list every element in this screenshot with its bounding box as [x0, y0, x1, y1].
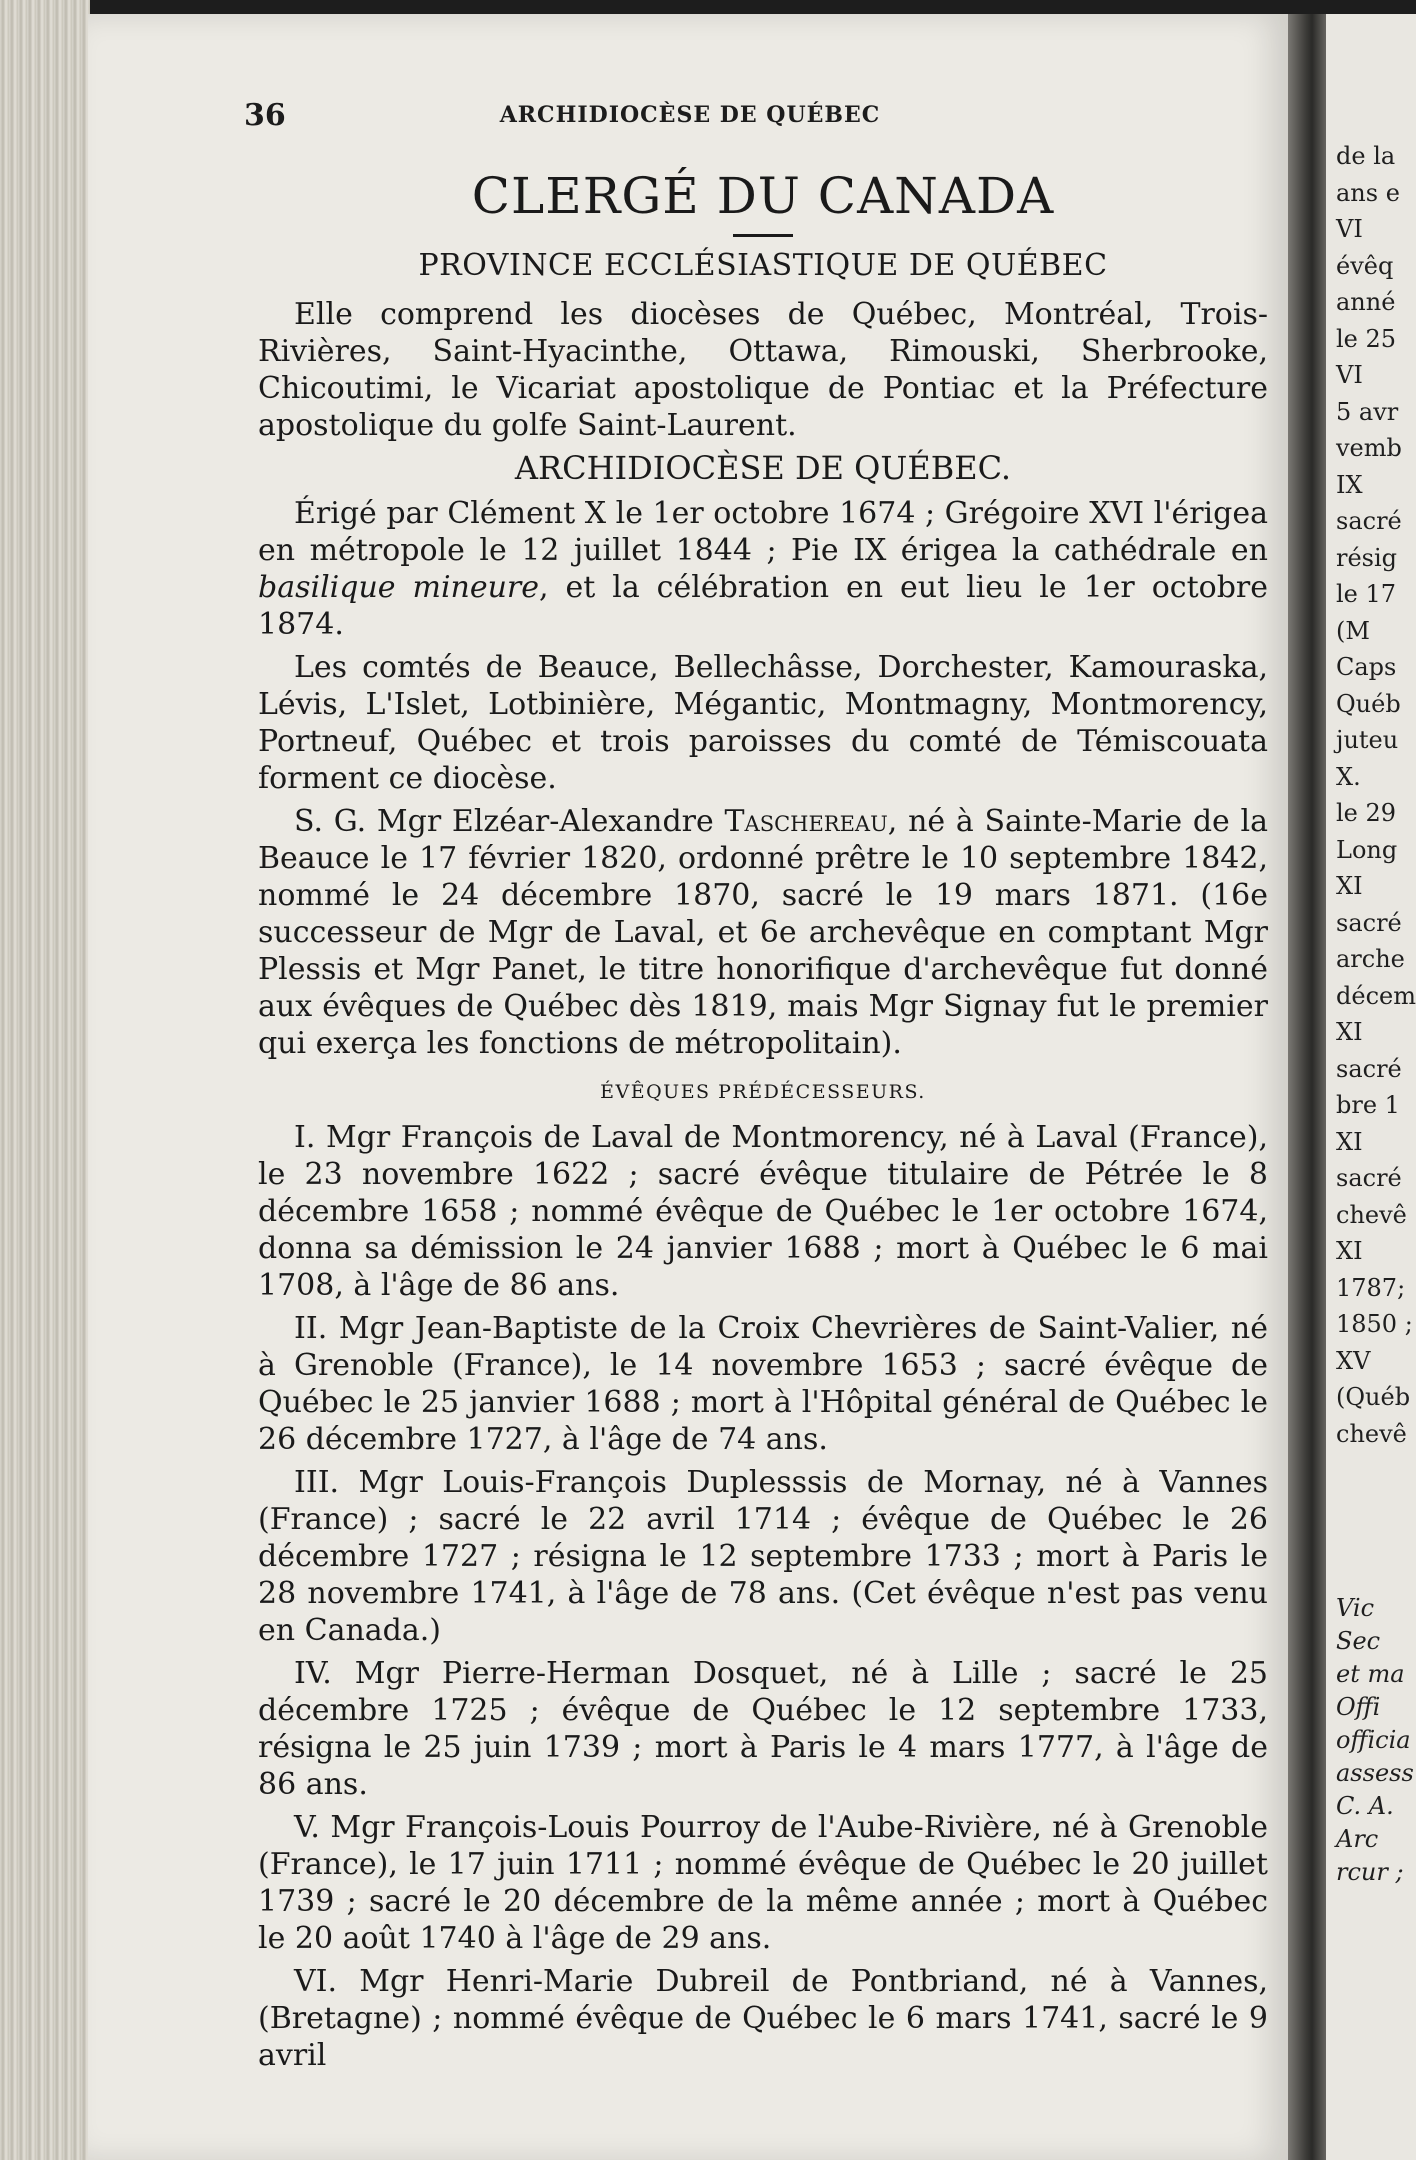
running-header: [140, 98, 1240, 138]
next-page-line: le 29: [1336, 799, 1397, 827]
erection-text-a: Érigé par Clément X le 1er octobre 1674 ; Grégoire XVI l'érigea en métropole le 12 juillet 1844 ; Pie IX érigea la cathédrale en: [258, 496, 1268, 568]
archbishop-text-a: S. G. Mgr Elzéar-Alexandre: [294, 804, 725, 839]
archbishop-paragraph: [258, 803, 1268, 1062]
next-page-italic-line: Offi: [1336, 1693, 1381, 1721]
next-page-italic-line: Sec: [1336, 1627, 1381, 1655]
next-page-line: Caps: [1336, 653, 1397, 681]
next-page-line: XV: [1336, 1346, 1371, 1375]
next-page-line: (Québ: [1336, 1383, 1411, 1411]
next-page-line: juteu: [1336, 726, 1399, 754]
next-page-line: XI: [1336, 1018, 1363, 1046]
next-page-line: XI: [1336, 1127, 1363, 1156]
next-page-line: XI: [1336, 872, 1363, 900]
next-page-line: XI: [1336, 1237, 1363, 1265]
next-page-italic-line: Arc: [1336, 1825, 1379, 1853]
next-page-fragment: [1326, 14, 1416, 2160]
next-page-line: le 17: [1336, 580, 1397, 608]
next-page-line: chevê: [1336, 1200, 1407, 1229]
next-page-line: (M: [1336, 616, 1370, 645]
running-title: ARCHIDIOCÈSE DE QUÉBEC: [499, 102, 881, 128]
counties-paragraph: Les comtés de Beauce, Bellechâsse, Dorchester, Kamouraska, Lévis, L'Islet, Lotbinière, Mégantic, Montmagny, Montmorency, Portneuf, Québec et trois paroisses du comté de Témiscouata forment ce diocèse.: [258, 650, 1268, 796]
next-page-line: 1850 ;: [1336, 1310, 1413, 1338]
next-page-line: vemb: [1336, 434, 1402, 462]
next-page-line: sacré: [1336, 908, 1402, 937]
page-body: [258, 160, 1268, 2080]
next-page-line: décem: [1336, 981, 1416, 1010]
next-page-italic-line: rcur ;: [1336, 1858, 1404, 1886]
page-edge-leaves: [0, 0, 90, 2160]
next-page-line: sacré: [1336, 1164, 1402, 1192]
next-page-line: anné: [1336, 288, 1396, 316]
next-page-line: bre 1: [1336, 1091, 1400, 1119]
predecessor-entry: I. Mgr François de Laval de Montmorency, né à Laval (France), le 23 novembre 1622 ; sacré évêque titulaire de Pétrée le 8 décembre 1658 ; nommé évêque de Québec le 1er octobre 1674, donna sa démission le 24 janvier 1688 ; mort à Québec le 6 mai 1708, à l'âge de 86 ans.: [258, 1120, 1268, 1303]
predecessor-entry: V. Mgr François-Louis Pourroy de l'Aube-Rivière, né à Grenoble (France), le 17 juin 1711 ; nommé évêque de Québec le 20 juillet 1739 ; sacré le 20 décembre de la même année ; mort à Québec le 20 août 1740 à l'âge de 29 ans.: [258, 1810, 1268, 1956]
next-page-line: X.: [1336, 762, 1361, 791]
next-page-italic-line: C. A.: [1336, 1792, 1394, 1820]
next-page-italic-line: officia: [1336, 1726, 1411, 1754]
next-page-line: le 25: [1336, 324, 1397, 353]
erection-italic: basilique mineure: [258, 570, 540, 605]
next-page-line: IX: [1336, 470, 1363, 499]
archbishop-surname: Taschereau: [724, 804, 888, 839]
next-page-line: ans e: [1336, 178, 1400, 207]
next-page-line: chevê: [1336, 1419, 1407, 1448]
erection-text-b: , et la célébration en eut lieu le 1er octobre 1874.: [258, 570, 1268, 642]
predecessor-entry: IV. Mgr Pierre-Herman Dosquet, né à Lille ; sacré le 25 décembre 1725 ; évêque de Québec le 12 septembre 1733, résigna le 25 juin 1739 ; mort à Paris le 4 mars 1777, à l'âge de 86 ans.: [258, 1656, 1268, 1802]
page-title: CLERGÉ DU CANADA: [471, 167, 1055, 225]
next-page-italic-line: Vic: [1336, 1594, 1375, 1622]
predecessor-entry: III. Mgr Louis-François Duplesssis de Mornay, né à Vannes (France) ; sacré le 22 avril 1714 ; évêque de Québec le 26 décembre 1727 ; résigna le 12 septembre 1733 ; mort à Paris le 28 novembre 1741, à l'âge de 78 ans. (Cet évêque n'est pas venu en Canada.): [258, 1465, 1268, 1648]
next-page-line: sacré: [1336, 1054, 1402, 1083]
section-title: ARCHIDIOCÈSE DE QUÉBEC.: [514, 449, 1012, 487]
page-subtitle: PROVINCE ECCLÉSIASTIQUE DE QUÉBEC: [418, 248, 1108, 283]
archbishop-text-b: , né à Sainte-Marie de la Beauce le 17 février 1820, ordonné prêtre le 10 septembre 1842, nommé le 24 décembre 1870, sacré le 19 mars 1871. (16e successeur de Mgr de Laval, et 6e archevêque en comptant Mgr Plessis et Mgr Panet, le titre honorifique d'archevêque fut donné aux évêques de Québec dès 1819, mais Mgr Signay fut le premier qui exerça les fonctions de métropolitain).: [258, 804, 1268, 1061]
page-number: 36: [244, 98, 286, 133]
title-rule: [733, 234, 793, 237]
predecessor-entry: VI. Mgr Henri-Marie Dubreil de Pontbriand, né à Vannes, (Bretagne) ; nommé évêque de Québec le 6 mars 1741, sacré le 9 avril: [258, 1964, 1268, 2073]
next-page-italic-line: et ma: [1336, 1660, 1405, 1688]
next-page-line: 1787;: [1336, 1273, 1406, 1302]
predecessor-entry: II. Mgr Jean-Baptiste de la Croix Chevrières de Saint-Valier, né à Grenoble (France), le 14 novembre 1653 ; sacré évêque de Québec le 25 janvier 1688 ; mort à l'Hôpital général de Québec le 26 décembre 1727, à l'âge de 74 ans.: [258, 1311, 1268, 1457]
next-page-line: de la: [1336, 142, 1396, 170]
next-page-line: sacré: [1336, 507, 1402, 535]
book-gutter: [1288, 14, 1328, 2160]
predecessors-heading: ÉVÊQUES PRÉDÉCESSEURS.: [600, 1081, 926, 1103]
erection-paragraph: [258, 495, 1268, 643]
intro-paragraph: Elle comprend les diocèses de Québec, Montréal, Trois-Rivières, Saint-Hyacinthe, Ottawa, Rimouski, Sherbrooke, Chicoutimi, le Vicariat apostolique de Pontiac et la Préfecture apostolique du golfe Saint-Laurent.: [258, 297, 1268, 443]
next-page-line: résig: [1336, 543, 1398, 572]
next-page-line: arche: [1336, 945, 1405, 973]
next-page-line: Long: [1336, 835, 1398, 864]
next-page-line: VI: [1336, 215, 1363, 243]
next-page-line: 5 avr: [1336, 397, 1399, 426]
next-page-line: évêq: [1336, 251, 1394, 280]
next-page-line: VI: [1336, 361, 1363, 389]
next-page-italic-line: assess: [1336, 1759, 1414, 1787]
next-page-line: Québ: [1336, 689, 1401, 718]
